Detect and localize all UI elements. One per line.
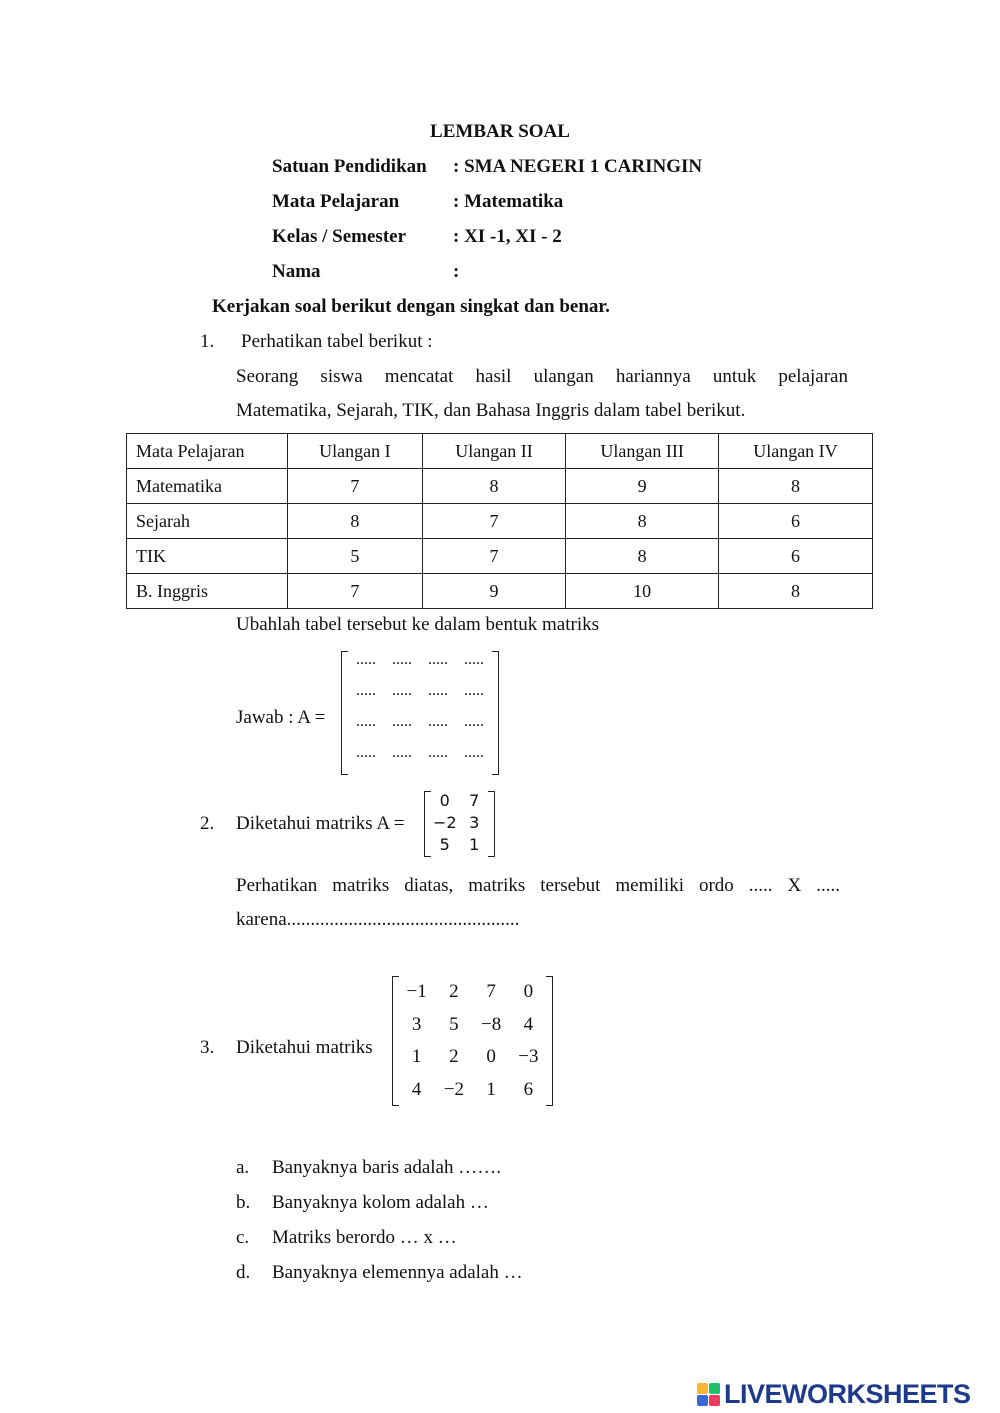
matrix-bracket-left: [341, 651, 348, 775]
q1-text-line: Seorang siswa mencatat hasil ulangan hariannya untuk pelajaran: [236, 366, 848, 387]
table-cell: 7: [288, 574, 423, 609]
question-number: 1.: [200, 331, 215, 352]
table-header-row: [127, 434, 873, 469]
matrix-cell: 0: [523, 981, 534, 1003]
page-title: LEMBAR SOAL: [430, 121, 570, 142]
header-label: Satuan Pendidikan: [272, 156, 427, 177]
table-row: [127, 539, 873, 574]
table-cell: 5: [288, 539, 423, 574]
matrix-bracket-left: [392, 976, 399, 1106]
matrix-cell: 1: [411, 1046, 422, 1068]
table-cell: 8: [288, 504, 423, 539]
header-value: :: [453, 261, 460, 282]
matrix-cell: 0: [439, 791, 450, 810]
matrix-cell: −8: [481, 1013, 502, 1035]
instruction: Kerjakan soal berikut dengan singkat dan benar.: [212, 296, 610, 317]
table-cell: 8: [566, 504, 719, 539]
item-letter: c.: [236, 1227, 250, 1248]
logo-blocks-icon: [697, 1383, 720, 1406]
q3-label: Diketahui matriks: [236, 1037, 373, 1058]
score-table: [126, 433, 873, 609]
matrix-cell: 3: [469, 813, 480, 832]
table-row: [127, 504, 873, 539]
header-label: Mata Pelajaran: [272, 191, 400, 212]
matrix-cell: 7: [486, 981, 496, 1003]
matrix-a: [424, 791, 495, 857]
matrix-bracket-right: [492, 651, 499, 775]
answer-blank[interactable]: .....: [356, 682, 376, 699]
logo-block: [697, 1395, 708, 1406]
table-cell: B. Inggris: [127, 574, 288, 609]
matrix-cell: 5: [449, 1013, 459, 1035]
q1-intro: Perhatikan tabel berikut :: [241, 331, 433, 352]
table-cell: Matematika: [127, 469, 288, 504]
header-value: : XI -1, XI - 2: [453, 226, 562, 247]
table-row: [127, 574, 873, 609]
matrix-cell: 1: [469, 835, 480, 854]
answer-blank[interactable]: .....: [392, 713, 412, 730]
logo-block: [697, 1383, 708, 1394]
matrix-cell: 4: [411, 1078, 422, 1100]
matrix-cell: −2: [443, 1078, 464, 1100]
table-cell: 7: [288, 469, 423, 504]
table-cell: 10: [566, 574, 719, 609]
question-number: 2.: [200, 813, 215, 834]
column-header: Ulangan I: [288, 434, 423, 469]
q1-instruction: Ubahlah tabel tersebut ke dalam bentuk matriks: [236, 614, 599, 635]
header-label: Kelas / Semester: [272, 226, 407, 247]
matrix-cell: 0: [486, 1046, 496, 1068]
q2-text-line: Perhatikan matriks diatas, matriks tersebut memiliki ordo ..... X .....: [236, 875, 840, 896]
table-cell: 7: [422, 539, 566, 574]
item-text: Banyaknya kolom adalah …: [272, 1192, 489, 1213]
matrix-cell: 6: [523, 1078, 534, 1100]
item-text: Banyaknya elemennya adalah …: [272, 1262, 523, 1283]
matrix-cell: −1: [406, 981, 427, 1003]
answer-blank[interactable]: .....: [428, 682, 448, 699]
answer-blank[interactable]: .....: [356, 651, 376, 668]
q1-text-line: Matematika, Sejarah, TIK, dan Bahasa Inggris dalam tabel berikut.: [236, 400, 746, 421]
matrix-bracket-left: [424, 791, 431, 857]
answer-blank[interactable]: .....: [464, 744, 484, 761]
matrix-cell: 2: [449, 1046, 459, 1068]
answer-blank[interactable]: .....: [428, 713, 448, 730]
matrix-bracket-right: [488, 791, 495, 857]
answer-blank[interactable]: .....: [356, 744, 376, 761]
matrix-cell: 4: [523, 1013, 534, 1035]
header-value: : SMA NEGERI 1 CARINGIN: [453, 156, 703, 177]
answer-blank[interactable]: .....: [464, 713, 484, 730]
answer-blank[interactable]: .....: [392, 682, 412, 699]
matrix-b: [392, 976, 553, 1106]
column-header: Ulangan III: [566, 434, 719, 469]
q2-text-line: karena.................................................: [236, 909, 520, 930]
answer-matrix: [341, 651, 499, 775]
matrix-cell: 3: [411, 1013, 422, 1035]
answer-blank[interactable]: .....: [464, 651, 484, 668]
logo-block: [709, 1395, 720, 1406]
matrix-cell: 1: [486, 1078, 496, 1100]
table-cell: 8: [718, 469, 872, 504]
answer-blank[interactable]: .....: [392, 744, 412, 761]
table-cell: 9: [422, 574, 566, 609]
answer-blank[interactable]: .....: [356, 713, 376, 730]
item-letter: d.: [236, 1262, 251, 1283]
matrix-cell: −2: [432, 813, 457, 832]
brand-name: LIVEWORKSHEETS: [724, 1378, 971, 1409]
column-header: Mata Pelajaran: [127, 434, 288, 469]
answer-blank[interactable]: .....: [392, 651, 412, 668]
item-text: Matriks berordo … x …: [272, 1227, 457, 1248]
matrix-cell: 5: [439, 835, 450, 854]
answer-blank[interactable]: .....: [428, 651, 448, 668]
table-cell: 8: [718, 574, 872, 609]
answer-label: Jawab : A =: [236, 707, 326, 728]
table-cell: 7: [422, 504, 566, 539]
liveworksheets-logo: [697, 1379, 971, 1409]
question-number: 3.: [200, 1037, 215, 1058]
table-cell: 6: [718, 539, 872, 574]
item-text: Banyaknya baris adalah …….: [272, 1157, 501, 1178]
table-cell: Sejarah: [127, 504, 288, 539]
table-cell: 6: [718, 504, 872, 539]
matrix-cell: 7: [469, 791, 480, 810]
logo-block: [709, 1383, 720, 1394]
item-letter: b.: [236, 1192, 251, 1213]
table-cell: TIK: [127, 539, 288, 574]
answer-blank[interactable]: .....: [428, 744, 448, 761]
answer-blank[interactable]: .....: [464, 682, 484, 699]
item-letter: a.: [236, 1157, 250, 1178]
matrix-bracket-right: [546, 976, 553, 1106]
table-cell: 8: [422, 469, 566, 504]
header-label: Nama: [272, 261, 321, 282]
table-row: [127, 469, 873, 504]
matrix-cell: −3: [518, 1046, 539, 1068]
column-header: Ulangan II: [422, 434, 566, 469]
q2-label: Diketahui matriks A =: [236, 813, 405, 834]
column-header: Ulangan IV: [718, 434, 872, 469]
table-cell: 9: [566, 469, 719, 504]
table-cell: 8: [566, 539, 719, 574]
header-value: : Matematika: [453, 191, 564, 212]
matrix-cell: 2: [449, 981, 459, 1003]
